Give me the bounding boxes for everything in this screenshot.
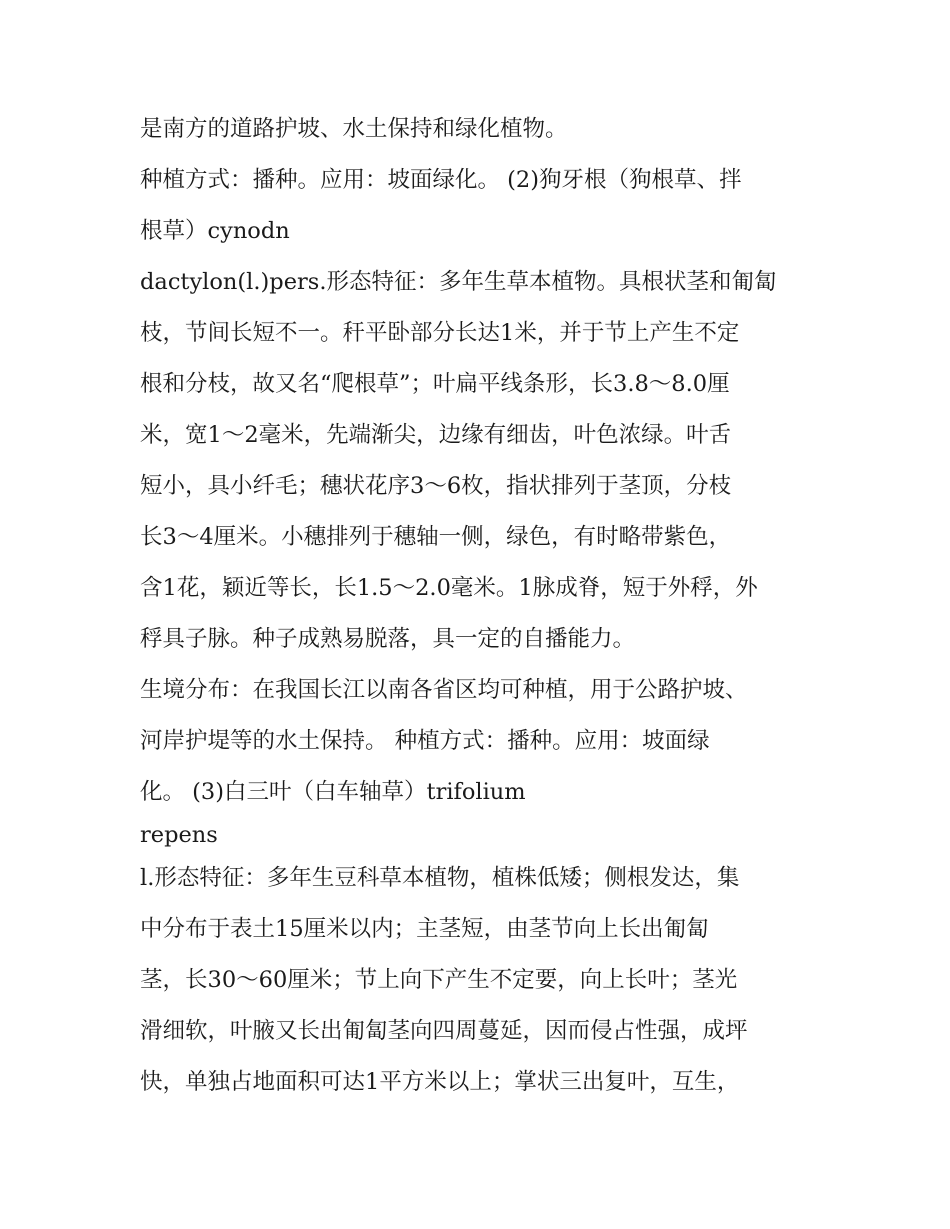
text-line: repens <box>140 822 218 848</box>
text-line: dactylon(l.)pers.形态特征：多年生草本植物。具根状茎和匍匐 <box>140 269 777 295</box>
text-line: 生境分布：在我国长江以南各省区均可种植，用于公路护坡、 <box>140 677 748 703</box>
text-line: 含1花，颖近等长，长1.5～2.0毫米。1脉成脊，短于外稃，外 <box>140 575 758 601</box>
text-line: 滑细软，叶腋又长出匍匐茎向四周蔓延，因而侵占性强，成坪 <box>140 1018 748 1044</box>
text-line: 种植方式：播种。应用：坡面绿化。 (2)狗牙根（狗根草、拌 <box>140 167 742 193</box>
text-line: 是南方的道路护坡、水土保持和绿化植物。 <box>140 116 568 142</box>
text-line: 根和分枝，故又名“爬根草”；叶扁平线条形，长3.8～8.0厘 <box>140 371 730 397</box>
body-text <box>140 108 820 1112</box>
text-line: 稃具子脉。种子成熟易脱落，具一定的自播能力。 <box>140 626 636 652</box>
text-line: 河岸护堤等的水土保持。 种植方式：播种。应用：坡面绿 <box>140 728 710 754</box>
text-line: 根草）cynodn <box>140 218 290 244</box>
text-line: 化。 (3)白三叶（白车轴草）trifolium <box>140 779 526 805</box>
text-line: 米，宽1～2毫米，先端渐尖，边缘有细齿，叶色浓绿。叶舌 <box>140 422 732 448</box>
text-line: l.形态特征：多年生豆科草本植物，植株低矮；侧根发达，集 <box>140 865 740 891</box>
text-line: 茎，长30～60厘米；节上向下产生不定要，向上长叶；茎光 <box>140 967 738 993</box>
text-line: 枝，节间长短不一。秆平卧部分长达1米，并于节上产生不定 <box>140 320 740 346</box>
text-line: 快，单独占地面积可达1平方米以上；掌状三出复叶，互生， <box>140 1069 740 1095</box>
text-line: 长3～4厘米。小穗排列于穗轴一侧，绿色，有时略带紫色， <box>140 524 732 550</box>
text-line: 中分布于表土15厘米以内；主茎短，由茎节向上长出匍匐 <box>140 916 709 942</box>
text-line: 短小，具小纤毛；穗状花序3～6枚，指状排列于茎顶，分枝 <box>140 473 732 499</box>
